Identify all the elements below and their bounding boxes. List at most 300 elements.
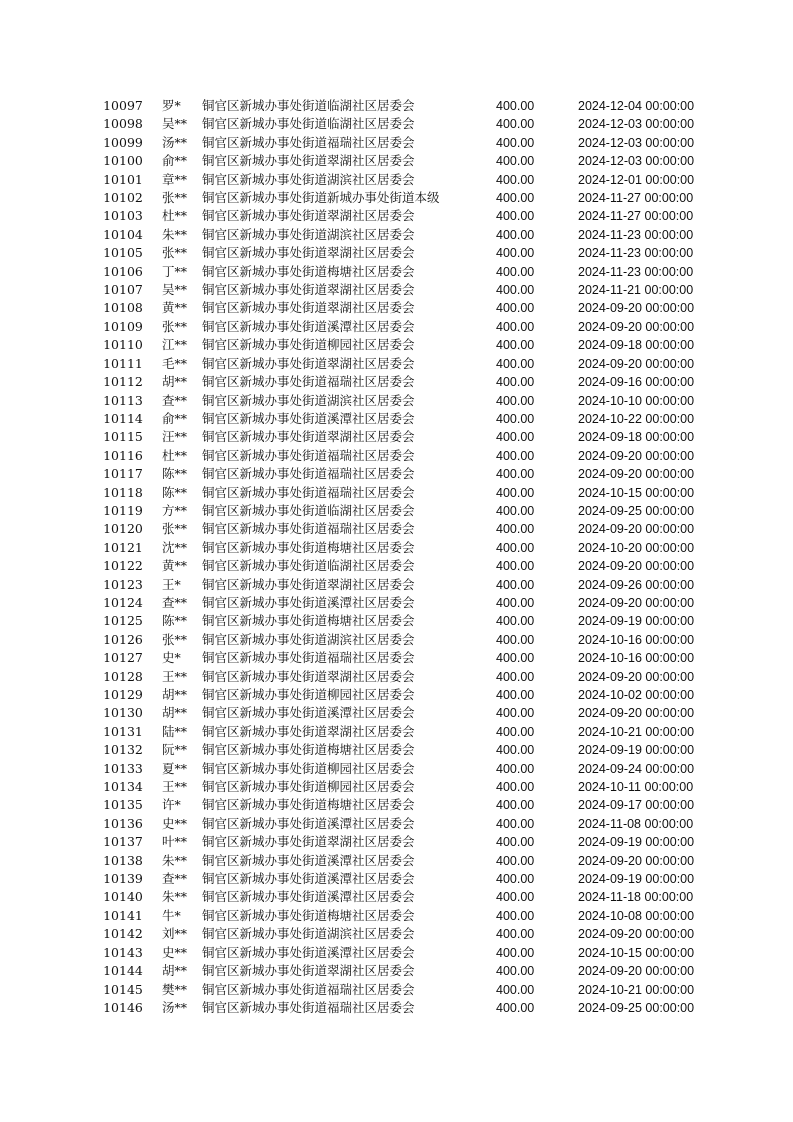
person-name-cell: 沈** — [162, 539, 188, 555]
person-name-cell: 陈** — [162, 466, 188, 482]
table-row — [84, 447, 724, 465]
date-cell: 2024-09-19 00:00:00 — [578, 614, 695, 629]
date-cell: 2024-10-16 00:00:00 — [578, 632, 695, 647]
amount-cell: 400.00 — [496, 135, 535, 150]
date-cell: 2024-09-19 00:00:00 — [578, 743, 695, 758]
amount-cell: 400.00 — [496, 375, 535, 390]
organization-cell: 铜官区新城办事处街道溪潭社区居委会 — [202, 889, 415, 905]
person-name-cell: 朱** — [162, 889, 188, 905]
amount-cell: 400.00 — [496, 982, 535, 997]
record-id-cell: 10140 — [103, 889, 143, 905]
record-id-cell: 10141 — [103, 907, 143, 923]
record-id-cell: 10129 — [103, 687, 143, 702]
person-name-cell: 陈** — [162, 613, 188, 629]
amount-cell: 400.00 — [496, 669, 535, 684]
date-cell: 2024-11-21 00:00:00 — [578, 283, 694, 298]
table-row — [84, 907, 724, 925]
amount-cell: 400.00 — [496, 227, 535, 242]
amount-cell: 400.00 — [496, 780, 535, 795]
amount-cell: 400.00 — [496, 172, 535, 187]
table-row — [84, 152, 724, 170]
table-row — [84, 981, 724, 999]
record-id-cell: 10130 — [103, 705, 143, 721]
date-cell: 2024-09-20 00:00:00 — [578, 595, 695, 610]
organization-cell: 铜官区新城办事处街道梅塘社区居委会 — [202, 907, 415, 923]
record-id-cell: 10103 — [103, 208, 143, 224]
organization-cell: 铜官区新城办事处街道梅塘社区居委会 — [202, 539, 415, 555]
person-name-cell: 朱** — [162, 226, 188, 242]
amount-cell: 400.00 — [496, 632, 535, 647]
date-cell: 2024-09-20 00:00:00 — [578, 927, 695, 942]
person-name-cell: 夏** — [162, 760, 188, 776]
person-name-cell: 陆** — [162, 723, 188, 739]
organization-cell: 铜官区新城办事处街道临湖社区居委会 — [202, 558, 415, 574]
organization-cell: 铜官区新城办事处街道溪潭社区居委会 — [202, 594, 415, 610]
amount-cell: 400.00 — [496, 761, 535, 776]
table-row — [84, 686, 724, 704]
table-row — [84, 97, 724, 115]
record-id-cell: 10131 — [103, 723, 143, 739]
person-name-cell: 毛** — [162, 355, 188, 371]
organization-cell: 铜官区新城办事处街道湖滨社区居委会 — [202, 226, 415, 242]
amount-cell: 400.00 — [496, 706, 535, 721]
date-cell: 2024-10-16 00:00:00 — [578, 651, 695, 666]
organization-cell: 铜官区新城办事处街道溪潭社区居委会 — [202, 815, 415, 831]
organization-cell: 铜官区新城办事处街道柳园社区居委会 — [202, 760, 415, 776]
person-name-cell: 张** — [162, 631, 188, 647]
amount-cell: 400.00 — [496, 595, 535, 610]
amount-cell: 400.00 — [496, 264, 535, 279]
record-id-cell: 10126 — [103, 631, 143, 647]
organization-cell: 铜官区新城办事处街道湖滨社区居委会 — [202, 392, 415, 408]
table-row — [84, 704, 724, 722]
date-cell: 2024-09-20 00:00:00 — [578, 467, 695, 482]
organization-cell: 铜官区新城办事处街道福瑞社区居委会 — [202, 650, 415, 666]
amount-cell: 400.00 — [496, 688, 535, 702]
person-name-cell: 史** — [162, 944, 188, 960]
person-name-cell: 刘** — [162, 926, 188, 942]
organization-cell: 铜官区新城办事处街道福瑞社区居委会 — [202, 484, 415, 500]
amount-cell: 400.00 — [496, 246, 535, 261]
date-cell: 2024-11-27 00:00:00 — [578, 209, 694, 224]
date-cell: 2024-10-20 00:00:00 — [578, 540, 695, 555]
date-cell: 2024-09-20 00:00:00 — [578, 301, 695, 316]
records-table-body — [84, 97, 724, 1017]
date-cell: 2024-09-20 00:00:00 — [578, 964, 695, 979]
organization-cell: 铜官区新城办事处街道翠湖社区居委会 — [202, 429, 415, 445]
record-id-cell: 10115 — [103, 429, 143, 445]
amount-cell: 400.00 — [496, 503, 535, 518]
organization-cell: 铜官区新城办事处街道梅塘社区居委会 — [202, 263, 415, 279]
record-id-cell: 10118 — [103, 484, 143, 500]
record-id-cell: 10107 — [103, 282, 143, 298]
table-row — [84, 244, 724, 262]
organization-cell: 铜官区新城办事处街道梅塘社区居委会 — [202, 797, 415, 813]
table-row — [84, 465, 724, 483]
organization-cell: 铜官区新城办事处街道溪潭社区居委会 — [202, 410, 415, 426]
organization-cell: 铜官区新城办事处街道溪潭社区居委会 — [202, 852, 415, 868]
table-row — [84, 888, 724, 906]
date-cell: 2024-09-20 00:00:00 — [578, 853, 695, 868]
table-row — [84, 925, 724, 943]
table-row — [84, 207, 724, 225]
person-name-cell: 王* — [162, 576, 181, 592]
amount-cell: 400.00 — [496, 945, 535, 960]
record-id-cell: 10143 — [103, 944, 143, 960]
date-cell: 2024-11-18 00:00:00 — [578, 890, 694, 905]
amount-cell: 400.00 — [496, 614, 535, 629]
date-cell: 2024-09-16 00:00:00 — [578, 375, 695, 390]
table-row — [84, 189, 724, 207]
record-id-cell: 10105 — [103, 245, 143, 261]
organization-cell: 铜官区新城办事处街道翠湖社区居委会 — [202, 668, 415, 684]
organization-cell: 铜官区新城办事处街道翠湖社区居委会 — [202, 834, 415, 850]
table-row — [84, 962, 724, 980]
table-row — [84, 741, 724, 759]
date-cell: 2024-10-02 00:00:00 — [578, 688, 695, 702]
table-row — [84, 539, 724, 557]
table-row — [84, 870, 724, 888]
organization-cell: 铜官区新城办事处街道福瑞社区居委会 — [202, 466, 415, 482]
organization-cell: 铜官区新城办事处街道福瑞社区居委会 — [202, 521, 415, 537]
record-id-cell: 10101 — [103, 171, 143, 187]
record-id-cell: 10114 — [103, 410, 143, 426]
date-cell: 2024-09-18 00:00:00 — [578, 338, 695, 353]
amount-cell: 400.00 — [496, 522, 535, 537]
table-row — [84, 668, 724, 686]
organization-cell: 铜官区新城办事处街道柳园社区居委会 — [202, 779, 415, 795]
organization-cell: 铜官区新城办事处街道临湖社区居委会 — [202, 116, 415, 132]
person-name-cell: 樊** — [162, 981, 188, 997]
organization-cell: 铜官区新城办事处街道翠湖社区居委会 — [202, 300, 415, 316]
record-id-cell: 10098 — [103, 116, 143, 132]
table-row — [84, 355, 724, 373]
amount-cell: 400.00 — [496, 908, 535, 923]
table-row — [84, 594, 724, 612]
table-row — [84, 318, 724, 336]
record-id-cell: 10125 — [103, 613, 143, 629]
record-id-cell: 10119 — [103, 502, 143, 518]
record-id-cell: 10128 — [103, 668, 143, 684]
date-cell: 2024-09-17 00:00:00 — [578, 798, 695, 813]
table-row — [84, 134, 724, 152]
person-name-cell: 黄** — [162, 300, 188, 316]
date-cell: 2024-10-10 00:00:00 — [578, 393, 695, 408]
person-name-cell: 许* — [162, 797, 181, 813]
organization-cell: 铜官区新城办事处街道翠湖社区居委会 — [202, 576, 415, 592]
table-row — [84, 336, 724, 354]
organization-cell: 铜官区新城办事处街道新城办事处街道本级 — [202, 190, 440, 206]
table-row — [84, 612, 724, 630]
amount-cell: 400.00 — [496, 872, 535, 887]
table-row — [84, 410, 724, 428]
amount-cell: 400.00 — [496, 927, 535, 942]
date-cell: 2024-09-20 00:00:00 — [578, 706, 695, 721]
amount-cell: 400.00 — [496, 430, 535, 445]
organization-cell: 铜官区新城办事处街道溪潭社区居委会 — [202, 705, 415, 721]
date-cell: 2024-12-03 00:00:00 — [578, 117, 695, 132]
person-name-cell: 胡** — [162, 374, 188, 390]
person-name-cell: 吴** — [162, 116, 188, 132]
amount-cell: 400.00 — [496, 853, 535, 868]
date-cell: 2024-09-26 00:00:00 — [578, 577, 695, 592]
amount-cell: 400.00 — [496, 835, 535, 850]
date-cell: 2024-09-20 00:00:00 — [578, 559, 695, 574]
organization-cell: 铜官区新城办事处街道翠湖社区居委会 — [202, 723, 415, 739]
person-name-cell: 查** — [162, 594, 188, 610]
record-id-cell: 10134 — [103, 779, 143, 795]
table-row — [84, 373, 724, 391]
amount-cell: 400.00 — [496, 191, 535, 206]
organization-cell: 铜官区新城办事处街道湖滨社区居委会 — [202, 171, 415, 187]
date-cell: 2024-11-08 00:00:00 — [578, 816, 694, 831]
organization-cell: 铜官区新城办事处街道福瑞社区居委会 — [202, 447, 415, 463]
table-row — [84, 723, 724, 741]
date-cell: 2024-12-03 00:00:00 — [578, 135, 695, 150]
person-name-cell: 张** — [162, 318, 188, 334]
table-row — [84, 557, 724, 575]
amount-cell: 400.00 — [496, 319, 535, 334]
amount-cell: 400.00 — [496, 964, 535, 979]
amount-cell: 400.00 — [496, 209, 535, 224]
person-name-cell: 张** — [162, 521, 188, 537]
person-name-cell: 阮** — [162, 742, 188, 758]
date-cell: 2024-09-25 00:00:00 — [578, 503, 695, 518]
person-name-cell: 胡** — [162, 705, 188, 721]
table-row — [84, 484, 724, 502]
organization-cell: 铜官区新城办事处街道临湖社区居委会 — [202, 98, 415, 113]
amount-cell: 400.00 — [496, 798, 535, 813]
record-id-cell: 10117 — [103, 466, 143, 482]
date-cell: 2024-09-20 00:00:00 — [578, 356, 695, 371]
amount-cell: 400.00 — [496, 724, 535, 739]
record-id-cell: 10133 — [103, 760, 143, 776]
person-name-cell: 查** — [162, 392, 188, 408]
organization-cell: 铜官区新城办事处街道梅塘社区居委会 — [202, 613, 415, 629]
date-cell: 2024-10-21 00:00:00 — [578, 982, 695, 997]
date-cell: 2024-10-08 00:00:00 — [578, 908, 695, 923]
table-row — [84, 796, 724, 814]
date-cell: 2024-10-15 00:00:00 — [578, 485, 695, 500]
amount-cell: 400.00 — [496, 651, 535, 666]
record-id-cell: 10123 — [103, 576, 143, 592]
table-row — [84, 815, 724, 833]
record-id-cell: 10108 — [103, 300, 143, 316]
amount-cell: 400.00 — [496, 467, 535, 482]
organization-cell: 铜官区新城办事处街道湖滨社区居委会 — [202, 631, 415, 647]
table-row — [84, 226, 724, 244]
organization-cell: 铜官区新城办事处街道翠湖社区居委会 — [202, 282, 415, 298]
record-id-cell: 10121 — [103, 539, 143, 555]
date-cell: 2024-11-27 00:00:00 — [578, 191, 694, 206]
amount-cell: 400.00 — [496, 448, 535, 463]
person-name-cell: 史* — [162, 650, 181, 666]
table-row — [84, 281, 724, 299]
record-id-cell: 10144 — [103, 963, 143, 979]
record-id-cell: 10120 — [103, 521, 143, 537]
record-id-cell: 10122 — [103, 558, 143, 574]
person-name-cell: 张** — [162, 245, 188, 261]
organization-cell: 铜官区新城办事处街道溪潭社区居委会 — [202, 944, 415, 960]
table-row — [84, 520, 724, 538]
table-row — [84, 944, 724, 962]
organization-cell: 铜官区新城办事处街道翠湖社区居委会 — [202, 208, 415, 224]
table-row — [84, 999, 724, 1017]
amount-cell: 400.00 — [496, 283, 535, 298]
date-cell: 2024-11-23 00:00:00 — [578, 264, 694, 279]
table-row — [84, 833, 724, 851]
amount-cell: 400.00 — [496, 338, 535, 353]
organization-cell: 铜官区新城办事处街道福瑞社区居委会 — [202, 134, 415, 150]
person-name-cell: 王** — [162, 668, 188, 684]
person-name-cell: 江** — [162, 337, 188, 353]
amount-cell: 400.00 — [496, 1000, 535, 1015]
records-table — [84, 97, 724, 1017]
person-name-cell: 章** — [162, 171, 188, 187]
date-cell: 2024-09-20 00:00:00 — [578, 319, 695, 334]
person-name-cell: 叶** — [162, 834, 188, 850]
person-name-cell: 汤** — [162, 999, 188, 1015]
organization-cell: 铜官区新城办事处街道翠湖社区居委会 — [202, 245, 415, 261]
date-cell: 2024-09-20 00:00:00 — [578, 448, 695, 463]
date-cell: 2024-09-19 00:00:00 — [578, 835, 695, 850]
organization-cell: 铜官区新城办事处街道溪潭社区居委会 — [202, 871, 415, 887]
record-id-cell: 10127 — [103, 650, 143, 666]
record-id-cell: 10145 — [103, 981, 143, 997]
person-name-cell: 罗* — [162, 98, 181, 113]
person-name-cell: 张** — [162, 190, 188, 206]
date-cell: 2024-10-21 00:00:00 — [578, 724, 695, 739]
organization-cell: 铜官区新城办事处街道翠湖社区居委会 — [202, 153, 415, 169]
amount-cell: 400.00 — [496, 816, 535, 831]
person-name-cell: 黄** — [162, 558, 188, 574]
person-name-cell: 吴** — [162, 282, 188, 298]
date-cell: 2024-10-15 00:00:00 — [578, 945, 695, 960]
record-id-cell: 10097 — [103, 98, 143, 113]
person-name-cell: 王** — [162, 779, 188, 795]
record-id-cell: 10113 — [103, 392, 143, 408]
organization-cell: 铜官区新城办事处街道福瑞社区居委会 — [202, 981, 415, 997]
person-name-cell: 汪** — [162, 429, 188, 445]
record-id-cell: 10104 — [103, 226, 143, 242]
table-row — [84, 760, 724, 778]
amount-cell: 400.00 — [496, 393, 535, 408]
person-name-cell: 杜** — [162, 447, 188, 463]
person-name-cell: 俞** — [162, 410, 188, 426]
organization-cell: 铜官区新城办事处街道翠湖社区居委会 — [202, 355, 415, 371]
person-name-cell: 杜** — [162, 208, 188, 224]
amount-cell: 400.00 — [496, 411, 535, 426]
record-id-cell: 10099 — [103, 134, 143, 150]
record-id-cell: 10106 — [103, 263, 143, 279]
organization-cell: 铜官区新城办事处街道福瑞社区居委会 — [202, 374, 415, 390]
amount-cell: 400.00 — [496, 559, 535, 574]
table-row — [84, 649, 724, 667]
date-cell: 2024-12-03 00:00:00 — [578, 154, 695, 169]
record-id-cell: 10109 — [103, 318, 143, 334]
table-row — [84, 115, 724, 133]
record-id-cell: 10132 — [103, 742, 143, 758]
table-row — [84, 576, 724, 594]
organization-cell: 铜官区新城办事处街道湖滨社区居委会 — [202, 926, 415, 942]
person-name-cell: 史** — [162, 815, 188, 831]
date-cell: 2024-09-24 00:00:00 — [578, 761, 695, 776]
date-cell: 2024-09-25 00:00:00 — [578, 1000, 695, 1015]
record-id-cell: 10110 — [103, 337, 143, 353]
person-name-cell: 胡** — [162, 963, 188, 979]
record-id-cell: 10146 — [103, 999, 143, 1015]
person-name-cell: 胡** — [162, 687, 188, 702]
table-row — [84, 428, 724, 446]
date-cell: 2024-09-18 00:00:00 — [578, 430, 695, 445]
amount-cell: 400.00 — [496, 743, 535, 758]
amount-cell: 400.00 — [496, 117, 535, 132]
record-id-cell: 10124 — [103, 594, 143, 610]
record-id-cell: 10137 — [103, 834, 143, 850]
person-name-cell: 丁** — [162, 263, 188, 279]
organization-cell: 铜官区新城办事处街道翠湖社区居委会 — [202, 963, 415, 979]
table-row — [84, 502, 724, 520]
organization-cell: 铜官区新城办事处街道福瑞社区居委会 — [202, 999, 415, 1015]
table-row — [84, 171, 724, 189]
record-id-cell: 10112 — [103, 374, 143, 390]
date-cell: 2024-12-04 00:00:00 — [578, 99, 695, 113]
person-name-cell: 朱** — [162, 852, 188, 868]
date-cell: 2024-11-23 00:00:00 — [578, 246, 694, 261]
record-id-cell: 10138 — [103, 852, 143, 868]
person-name-cell: 汤** — [162, 134, 188, 150]
table-row — [84, 631, 724, 649]
record-id-cell: 10142 — [103, 926, 143, 942]
table-row — [84, 852, 724, 870]
person-name-cell: 查** — [162, 871, 188, 887]
organization-cell: 铜官区新城办事处街道临湖社区居委会 — [202, 502, 415, 518]
person-name-cell: 陈** — [162, 484, 188, 500]
amount-cell: 400.00 — [496, 890, 535, 905]
record-id-cell: 10135 — [103, 797, 143, 813]
organization-cell: 铜官区新城办事处街道溪潭社区居委会 — [202, 318, 415, 334]
person-name-cell: 方** — [162, 502, 188, 518]
amount-cell: 400.00 — [496, 301, 535, 316]
amount-cell: 400.00 — [496, 485, 535, 500]
person-name-cell: 牛* — [162, 907, 181, 923]
organization-cell: 铜官区新城办事处街道柳园社区居委会 — [202, 687, 415, 702]
date-cell: 2024-09-20 00:00:00 — [578, 522, 695, 537]
date-cell: 2024-09-19 00:00:00 — [578, 872, 695, 887]
date-cell: 2024-12-01 00:00:00 — [578, 172, 695, 187]
date-cell: 2024-09-20 00:00:00 — [578, 669, 695, 684]
amount-cell: 400.00 — [496, 356, 535, 371]
record-id-cell: 10139 — [103, 871, 143, 887]
record-id-cell: 10100 — [103, 153, 143, 169]
table-row — [84, 263, 724, 281]
amount-cell: 400.00 — [496, 154, 535, 169]
amount-cell: 400.00 — [496, 577, 535, 592]
date-cell: 2024-10-11 00:00:00 — [578, 780, 694, 795]
record-id-cell: 10102 — [103, 190, 143, 206]
person-name-cell: 俞** — [162, 153, 188, 169]
date-cell: 2024-10-22 00:00:00 — [578, 411, 695, 426]
amount-cell: 400.00 — [496, 99, 535, 113]
record-id-cell: 10116 — [103, 447, 143, 463]
date-cell: 2024-11-23 00:00:00 — [578, 227, 694, 242]
amount-cell: 400.00 — [496, 540, 535, 555]
record-id-cell: 10111 — [103, 355, 143, 371]
organization-cell: 铜官区新城办事处街道梅塘社区居委会 — [202, 742, 415, 758]
table-row — [84, 778, 724, 796]
table-row — [84, 392, 724, 410]
record-id-cell: 10136 — [103, 815, 143, 831]
